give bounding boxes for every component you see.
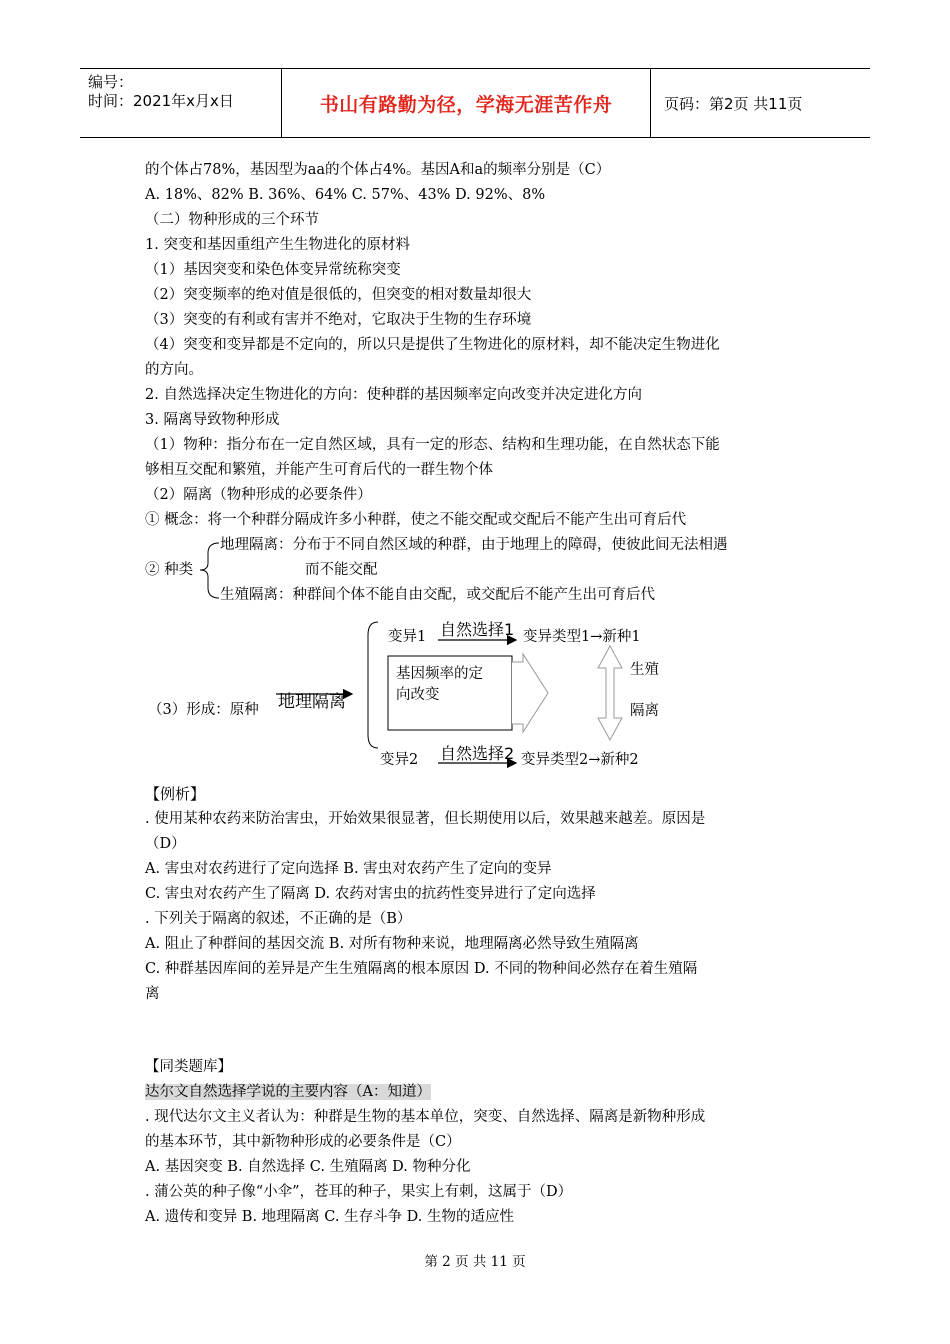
diagram-bracket [368, 622, 378, 748]
text-line: （2）隔离（物种形成的必要条件） [145, 487, 372, 503]
text-line: 够相互交配和繁殖，并能产生可育后代的一群生物个体 [145, 462, 493, 478]
page-info: 页码：第2页 共11页 [664, 94, 803, 113]
selection-2: 自然选择2 [440, 744, 515, 763]
number-label: 编号： [88, 73, 134, 91]
question-options: A. 基因突变 B. 自然选择 C. 生殖隔离 D. 物种分化 [145, 1159, 471, 1175]
variation-type-2: 变异类型2→新种2 [521, 752, 639, 768]
selection-1: 自然选择1 [440, 620, 515, 639]
bank-title: 【同类题库】 [145, 1059, 232, 1075]
text-line: 1. 突变和基因重组产生生物进化的原材料 [145, 237, 410, 253]
bank-topic-text: 达尔文自然选择学说的主要内容（A：知道） [145, 1084, 431, 1100]
text-line: （4）突变和变异都是不定向的，所以只是提供了生物进化的原材料，却不能决定生物进化 [145, 337, 720, 353]
formation-label: （3）形成：原种 [148, 702, 259, 718]
text-line: （1）基因突变和染色体变异常统称突变 [145, 262, 401, 278]
example-line: C. 种群基因库间的差异是产生生殖隔离的根本原因 D. 不同的物种间必然存在着生殖隔 [145, 961, 698, 977]
geo-isolation-line1: 地理隔离：分布于不同自然区域的种群，由于地理上的障碍，使彼此间无法相遇 [220, 537, 728, 553]
box-text-line1: 基因频率的定 [396, 666, 483, 682]
section-heading: （二）物种形成的三个环节 [145, 212, 319, 228]
motto: 书山有路勤为径，学海无涯苦作舟 [319, 93, 613, 116]
repro-label-1: 生殖 [630, 662, 659, 678]
block-arrow [512, 654, 548, 732]
geo-arrow-label: 地理隔离 [278, 692, 346, 712]
bank-topic [145, 1082, 431, 1102]
question-line: . 蒲公英的种子像“小伞”，苍耳的种子，果实上有刺，这属于（D） [145, 1184, 573, 1200]
question-line: 的基本环节，其中新物种形成的必要条件是（C） [145, 1134, 461, 1150]
variation-1: 变异1 [388, 629, 427, 645]
text-line: 的个体占78%，基因型为aa的个体占4%。基因A和a的频率分别是（C） [145, 162, 611, 178]
text-line: （1）物种：指分布在一定自然区域，具有一定的形态、结构和生理功能，在自然状态下能 [145, 437, 720, 453]
example-line: （D） [145, 836, 186, 852]
text-line: ① 概念：将一个种群分隔成许多小种群，使之不能交配或交配后不能产生出可育后代 [145, 512, 687, 528]
example-line: C. 害虫对农药产生了隔离 D. 农药对害虫的抗药性变异进行了定向选择 [145, 886, 596, 902]
text-line: （2）突变频率的绝对值是很低的，但突变的相对数量却很大 [145, 287, 532, 303]
text-line: 的方向。 [145, 362, 203, 378]
question-line: . 现代达尔文主义者认为：种群是生物的基本单位，突变、自然选择、隔离是新物种形成 [145, 1109, 706, 1125]
box-text-line2: 向改变 [396, 687, 440, 703]
example-line: . 下列关于隔离的叙述，不正确的是（B） [145, 911, 412, 927]
variation-2: 变异2 [380, 752, 419, 768]
example-line: A. 阻止了种群间的基因交流 B. 对所有物种来说，地理隔离必然导致生殖隔离 [145, 936, 639, 952]
example-line: 离 [145, 986, 160, 1002]
repro-label-2: 隔离 [630, 703, 659, 719]
question-options: A. 遗传和变异 B. 地理隔离 C. 生存斗争 D. 生物的适应性 [145, 1209, 515, 1225]
text-line: A. 18%、82% B. 36%、64% C. 57%、43% D. 92%、8% [145, 187, 546, 203]
text-line: 3. 隔离导致物种形成 [145, 412, 280, 428]
kinds-label: ② 种类 [145, 562, 194, 578]
text-line: 2. 自然选择决定生物进化的方向：使种群的基因频率定向改变并决定进化方向 [145, 387, 642, 403]
page-footer: 第 2 页 共 11 页 [424, 1254, 526, 1270]
example-line: . 使用某种农药来防治害虫，开始效果很显著，但长期使用以后，效果越来越差。原因是 [145, 811, 706, 827]
example-heading: 【例析】 [145, 785, 206, 803]
date-label: 时间：2021年x月x日 [88, 92, 234, 110]
example-line: A. 害虫对农药进行了定向选择 B. 害虫对农药产生了定向的变异 [145, 861, 552, 877]
variation-type-1: 变异类型1→新种1 [523, 629, 641, 645]
repro-isolation: 生殖隔离：种群间个体不能自由交配，或交配后不能产生出可育后代 [220, 587, 655, 603]
text-line: （3）突变的有利或有害并不绝对，它取决于生物的生存环境 [145, 312, 532, 328]
repro-isolation-double-arrow [598, 646, 622, 740]
geo-isolation-line2: 而不能交配 [305, 562, 378, 578]
